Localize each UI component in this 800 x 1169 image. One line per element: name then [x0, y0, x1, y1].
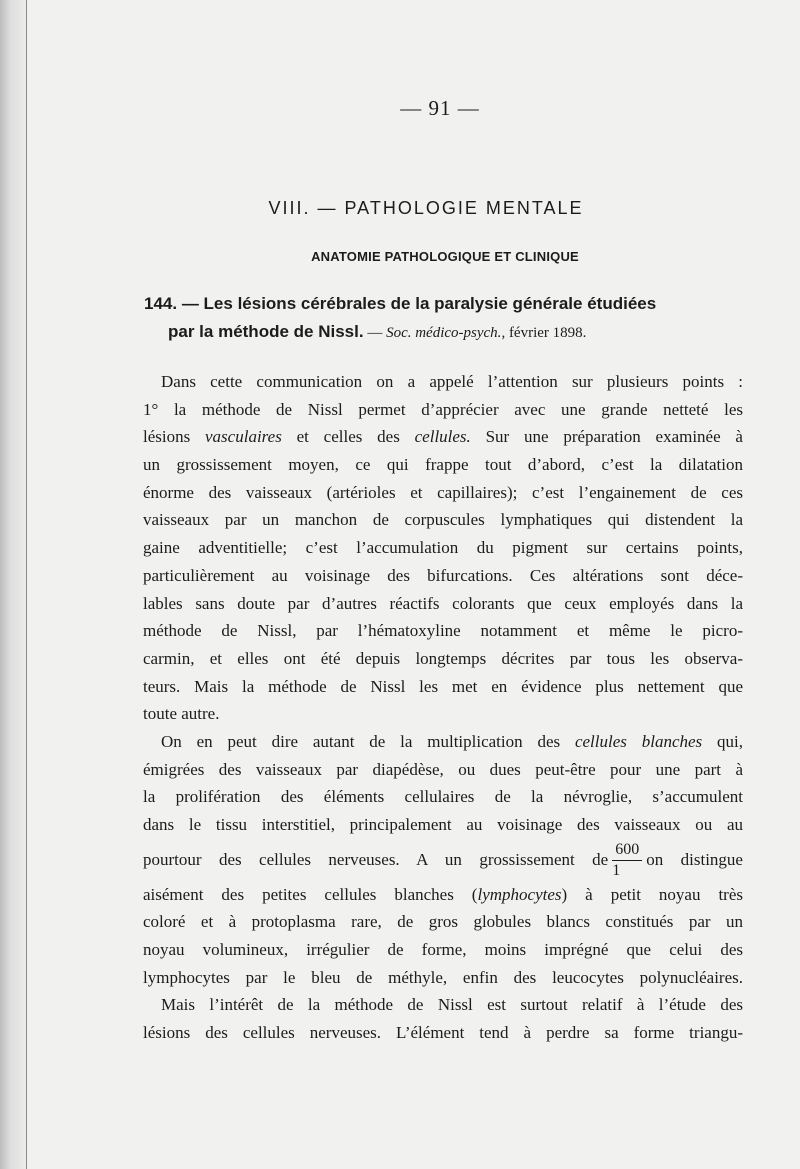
entry-title-line-1 — [144, 294, 754, 322]
body-line — [143, 423, 743, 451]
body-text-span: On en peut dire autant de la multiplication des — [161, 731, 575, 751]
body-text-span: lésions — [143, 427, 206, 447]
body-line: énorme des vaisseaux (artérioles et capillaires); c’est l’engainement de ces — [143, 482, 743, 502]
emphasis: vasculaires — [205, 427, 282, 447]
fraction-numerator: 600 — [612, 842, 642, 861]
body-text — [143, 368, 743, 1047]
body-line: émigrées des vaisseaux par diapédèse, ou dues peut-être pour une part à — [143, 759, 743, 779]
body-line — [143, 728, 743, 756]
body-text-span: ) à petit noyau très — [561, 884, 743, 904]
body-text-span: Sur une préparation examinée à — [470, 427, 743, 447]
body-line: teurs. Mais la méthode de Nissl les met en évidence plus nettement que — [143, 676, 743, 696]
body-text-span: aisément des petites cellules blanches ( — [143, 884, 478, 904]
body-text-span: pourtour des cellules nerveuses. A un grossissement de — [143, 849, 609, 869]
entry-source-dash: — — [363, 325, 387, 341]
entry-title — [144, 294, 754, 350]
emphasis: cellules. — [414, 427, 471, 447]
body-line: lésions des cellules nerveuses. L’élément tend à perdre sa forme triangu- — [143, 1023, 743, 1043]
body-line: noyau volumineux, irrégulier de forme, moins imprégné que celui des — [143, 940, 743, 960]
entry-title-text-1: Les lésions cérébrales de la paralysie générale étudiées — [203, 294, 657, 313]
page-number: — 91 — — [400, 96, 480, 120]
body-line: un grossissement moyen, ce qui frappe tout d’abord, c’est la dilatation — [143, 455, 743, 475]
body-text-span: et celles des — [281, 427, 415, 447]
body-line: lables sans doute par d’autres réactifs colorants que ceux employés dans la — [143, 593, 743, 613]
entry-dash: — — [177, 294, 204, 313]
body-line: dans le tissu interstitiel, principalement au voisinage des vaisseaux ou au — [143, 815, 743, 834]
body-line: vaisseaux par un manchon de corpuscules lymphatiques qui distendent la — [143, 510, 743, 530]
body-line — [143, 839, 743, 881]
emphasis: cellules blanches — [574, 731, 703, 751]
binding-edge-line — [26, 0, 27, 1169]
body-line: toute autre. — [143, 704, 220, 724]
body-line: méthode de Nissl, par l’hématoxyline notamment et même le picro- — [143, 621, 743, 641]
subheading: ANATOMIE PATHOLOGIQUE ET CLINIQUE — [311, 249, 579, 264]
body-line: Mais l’intérêt de la méthode de Nissl est surtout relatif à l’étude des — [161, 995, 743, 1015]
section-heading: VIII. — PATHOLOGIE MENTALE — [268, 198, 584, 218]
binding-gutter — [0, 0, 26, 1169]
body-line: Dans cette communication on a appelé l’attention sur plusieurs points : — [161, 372, 743, 391]
entry-title-text-2: par la méthode de Nissl. — [168, 322, 364, 341]
fraction — [612, 842, 642, 879]
body-line: carmin, et elles ont été depuis longtemps décrites par tous les observa- — [143, 648, 743, 668]
entry-number: 144. — [144, 294, 178, 313]
body-line: 1° la méthode de Nissl permet d’apprécier avec une grande netteté les — [143, 399, 743, 419]
body-text-span: qui, — [702, 731, 743, 751]
body-line: coloré et à protoplasma rare, de gros globules blancs constitués par un — [143, 912, 743, 932]
entry-source-date: , février 1898. — [501, 325, 587, 341]
entry-source-journal: Soc. médico-psych. — [386, 325, 502, 341]
emphasis: lymphocytes — [477, 884, 562, 904]
body-line: la prolifération des éléments cellulaires de la névroglie, s’accumulent — [143, 787, 743, 807]
body-text-span: on distingue — [646, 849, 743, 869]
fraction-denominator: 1 — [612, 862, 621, 880]
entry-title-line-2 — [144, 322, 754, 350]
body-line: particulièrement au voisinage des bifurcations. Ces altérations sont déce- — [143, 565, 743, 585]
body-line — [143, 881, 743, 909]
body-line: gaine adventitielle; c’est l’accumulation du pigment sur certains points, — [143, 538, 743, 558]
body-line: lymphocytes par le bleu de méthyle, enfin des leucocytes polynucléaires. — [143, 967, 743, 987]
